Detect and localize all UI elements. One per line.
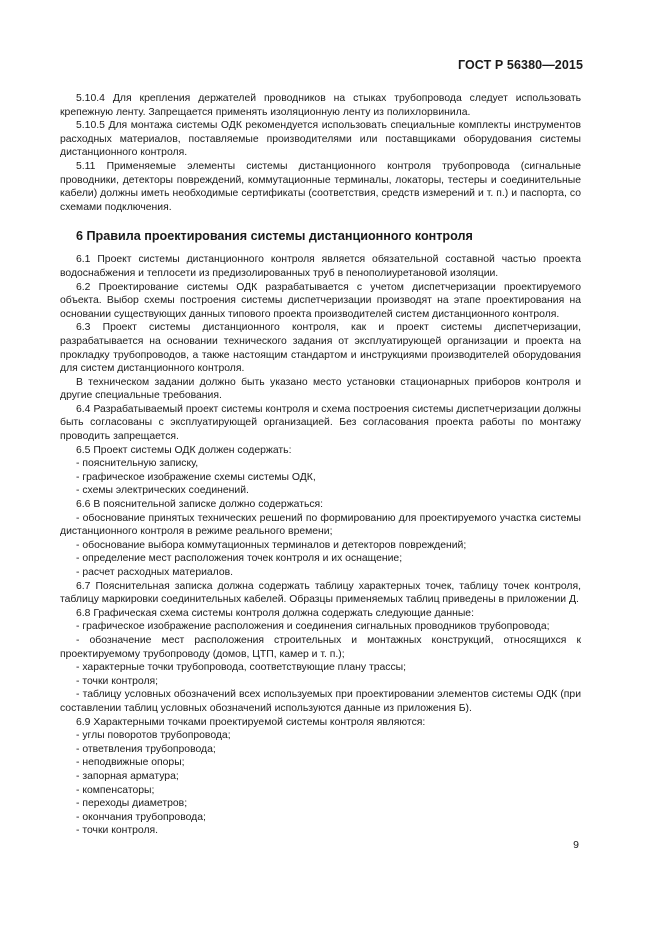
clause-6-1: 6.1 Проект системы дистанционного контроля является обязательной составной частью проекта водоснабжения и теплосети из предизолированных труб в пенополиуретановой изоляции. [60,254,581,279]
clause-6-8: 6.8 Графическая схема системы контроля должна содержать следующие данные: [76,607,474,619]
clause-5-11: 5.11 Применяемые элементы системы дистанционного контроля трубопровода (сигнальные проводники, детекторы повреждений, коммутационные терминалы, локаторы, тестеры и соединительные кабели) должны иметь необходимые сертификаты (соответствия, средств измерений и т. п.) и паспорта, со схемами подключения. [60,160,581,213]
list-item: - пояснительную записку, [76,458,199,470]
list-item: - графическое изображение расположения и соединения сигнальных проводников трубопровода; [76,621,550,633]
list-item: - обозначение мест расположения строительных и монтажных конструкций, относящихся к проектируемому трубопроводу (домов, ЦТП, камер и т. п.); [60,634,581,660]
list-item: - обоснование принятых технических решений по формированию для проектируемого участка системы дистанционного контроля в режиме реального времени; [60,512,581,538]
list-item: - расчет расходных материалов. [76,567,234,578]
list-item: - окончания трубопровода; [76,811,206,823]
list-item: - характерные точки трубопровода, соответствующие плану трассы; [76,662,407,674]
clause-6-7: 6.7 Пояснительная записка должна содержать таблицу характерных точек, таблицу точек контроля, таблицу маркировки соединительных кабелей. Образцы применяемых таблиц приведены в приложении Д. [60,580,581,606]
list-item: - обоснование выбора коммутационных терминалов и детекторов повреждений; [76,539,467,551]
list-item: - запорная арматура; [76,770,179,782]
clause-6-6: 6.6 В пояснительной записке должно содержаться: [76,499,324,511]
paragraph-tech-task: В техническом задании должно быть указано место установки стационарных приборов контроля и другие специальные требования. [60,376,581,402]
list-item: - таблицу условных обозначений всех используемых при проектировании элементов системы ОДК (при составлении таблиц условных обозначений используются данные из приложения Б). [60,689,581,714]
list-item: - ответвления трубопровода; [76,743,216,755]
list-item: - неподвижные опоры; [76,757,185,769]
clause-6-5: 6.5 Проект системы ОДК должен содержать: [76,444,292,456]
section-6-heading: 6 Правила проектирования системы дистанционного контроля [76,229,473,244]
list-item: - переходы диаметров; [76,798,188,810]
list-item: - компенсаторы; [76,784,155,796]
clause-6-3: 6.3 Проект системы дистанционного контроля, как и проект системы диспетчеризации, разрабатывается на основании технического задания от эксплуатирующей организации и проекта на прокладку трубопроводов, а также настоящим стандартом и инструкциями производителей оборудования для систем дистанционного контроля. [60,322,581,375]
clause-6-9: 6.9 Характерными точками проектируемой системы контроля являются: [76,716,426,728]
clause-5-10-5: 5.10.5 Для монтажа системы ОДК рекомендуется использовать специальные комплекты инструментов расходных материалов, поставляемые производителями или поставщиками оборудования системы дистанционного контроля. [60,120,581,159]
clause-6-2: 6.2 Проектирование системы ОДК разрабатывается с учетом диспетчеризации проектируемого объекта. Выбор схемы построения системы диспетчеризации производят на этапе проектирования на основании существующих данных типового проекта производителей систем дистанционного контроля. [60,281,581,320]
clause-6-4: 6.4 Разрабатываемый проект системы контроля и схема построения системы диспетчеризации должны быть согласованы с эксплуатирующей организацией. Без согласования проекта работы по монтажу проводить запрещается. [60,403,581,443]
list-item: - схемы электрических соединений. [76,485,249,497]
list-item: - определение мест расположения точек контроля и их оснащение; [76,553,403,565]
standard-id: ГОСТ Р 56380—2015 [457,58,583,72]
list-item: - графическое изображение схемы системы ОДК, [76,471,316,483]
document-body [60,92,581,838]
clause-5-10-4: 5.10.4 Для крепления держателей проводников на стыках трубопровода следует использовать крепежную ленту. Запрещается применять изоляционную ленту из полихлорвинила. [60,93,581,118]
list-item: - точки контроля. [76,825,159,837]
list-item: - углы поворотов трубопровода; [76,730,231,742]
page-number: 9 [573,839,579,851]
list-item: - точки контроля; [76,675,159,687]
